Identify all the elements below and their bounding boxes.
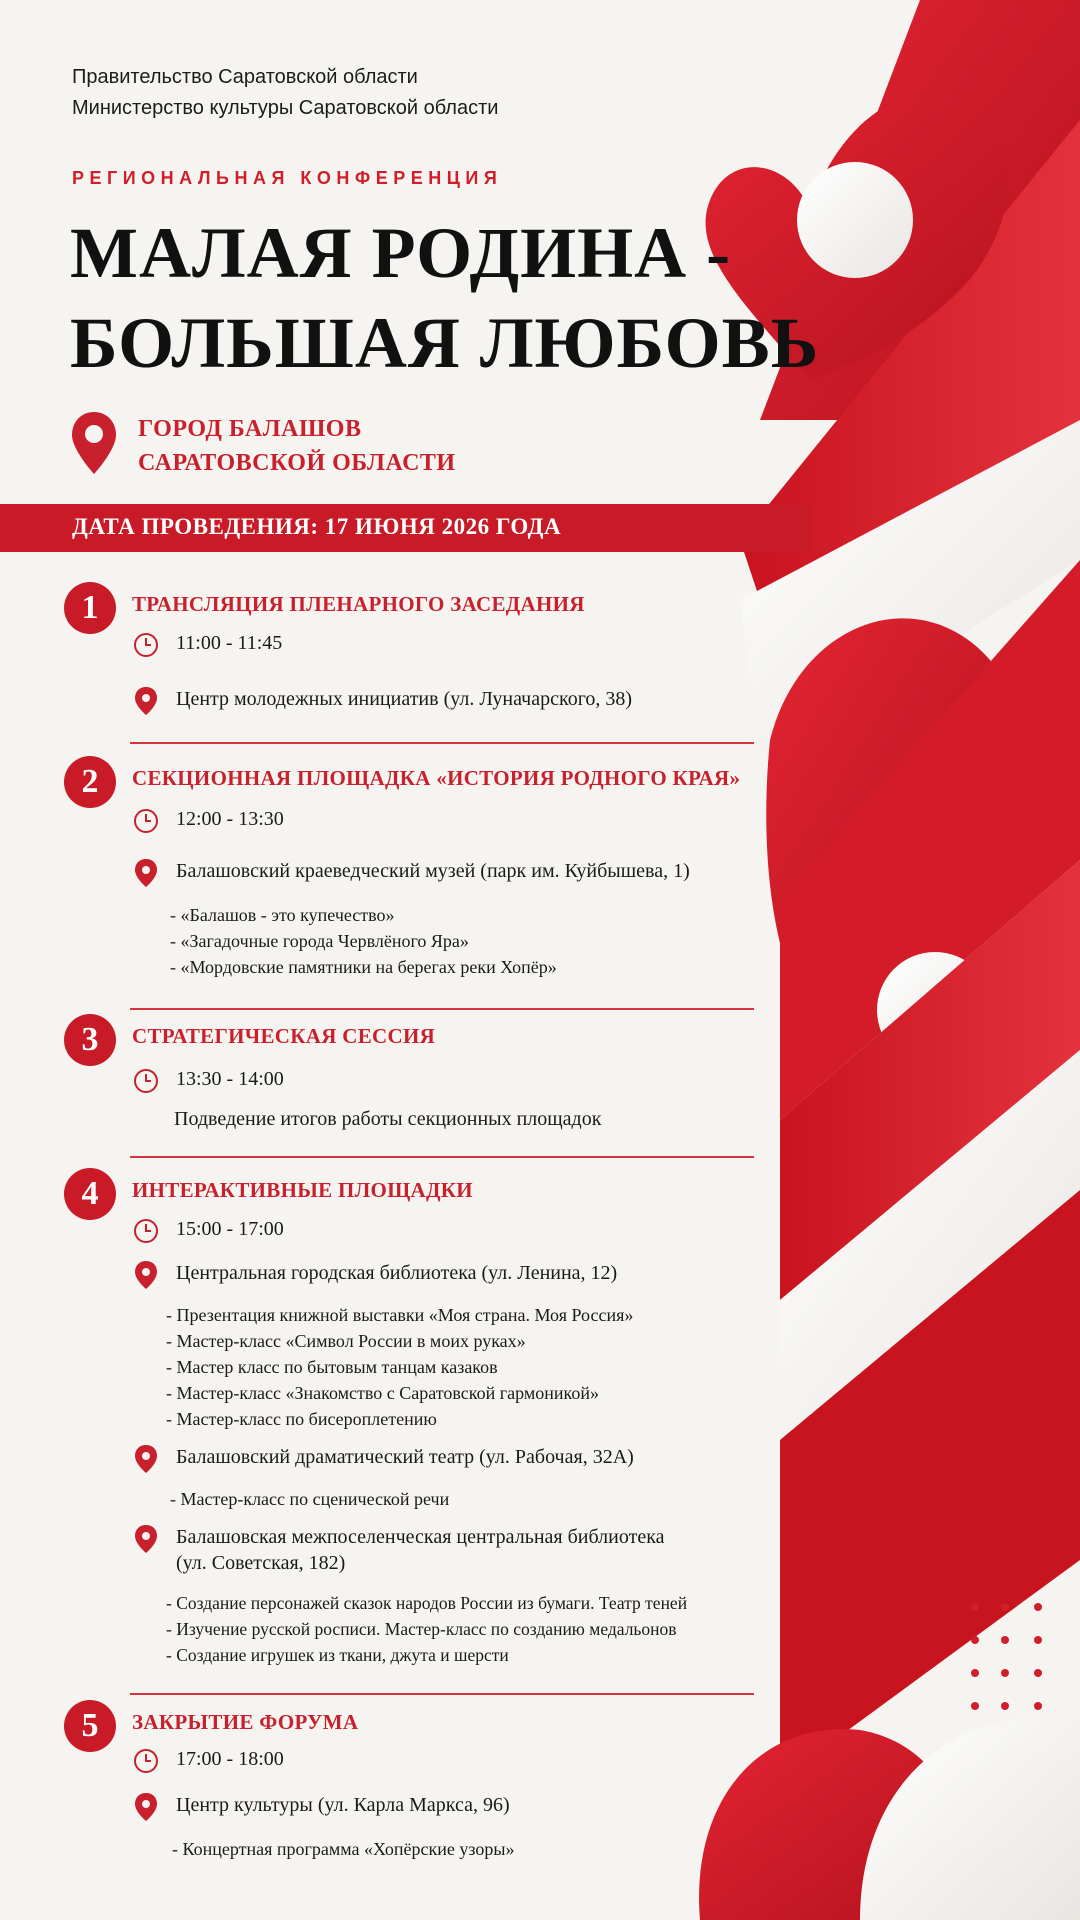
activity-list xyxy=(166,1302,633,1432)
list-item: - Мастер-класс «Символ России в моих руках» xyxy=(166,1331,526,1351)
city-region: САРАТОВСКОЙ ОБЛАСТИ xyxy=(138,450,456,476)
place-row xyxy=(132,686,632,716)
org-ministry: Министерство культуры Саратовской области xyxy=(72,97,499,119)
clock-icon xyxy=(132,1746,160,1776)
place-row xyxy=(132,1524,665,1576)
place-value: Центральная городская библиотека (ул. Ленина, 12) xyxy=(176,1262,618,1284)
location-pin-icon xyxy=(132,1444,160,1474)
organizers xyxy=(72,62,498,124)
location-pin-icon xyxy=(132,1792,160,1822)
activity-list xyxy=(170,902,557,980)
activity-list xyxy=(172,1836,514,1862)
city-name: ГОРОД БАЛАШОВ xyxy=(138,416,362,442)
org-government: Правительство Саратовской области xyxy=(72,66,418,88)
location-pin-icon xyxy=(132,1524,160,1554)
event-kicker: РЕГИОНАЛЬНАЯ КОНФЕРЕНЦИЯ xyxy=(72,168,503,188)
activity-list xyxy=(166,1590,687,1668)
time-row xyxy=(132,1216,284,1246)
location-pin-icon xyxy=(132,686,160,716)
place-row xyxy=(132,1792,510,1822)
list-item: - Мастер-класс по бисероплетению xyxy=(166,1409,437,1429)
section-number: 3 xyxy=(64,1014,116,1066)
list-item: - Мастер класс по бытовым танцам казаков xyxy=(166,1357,498,1377)
place-line-2: (ул. Советская, 182) xyxy=(176,1552,346,1574)
location-pin-icon xyxy=(70,410,118,476)
time-value: 12:00 - 13:30 xyxy=(176,808,284,830)
activity-list xyxy=(170,1486,449,1512)
place-row xyxy=(132,1260,617,1290)
clock-icon xyxy=(132,1066,160,1096)
section-number: 4 xyxy=(64,1168,116,1220)
section-title: СТРАТЕГИЧЕСКАЯ СЕССИЯ xyxy=(132,1024,436,1048)
list-item: - «Загадочные города Червлёного Яра» xyxy=(170,931,469,951)
section-title: ТРАНСЛЯЦИЯ ПЛЕНАРНОГО ЗАСЕДАНИЯ xyxy=(132,592,585,616)
time-row xyxy=(132,1066,284,1096)
place-row xyxy=(132,858,690,888)
session-note: Подведение итогов работы секционных площадок xyxy=(174,1108,602,1130)
clock-icon xyxy=(132,1216,160,1246)
location-pin-icon xyxy=(132,858,160,888)
event-date: ДАТА ПРОВЕДЕНИЯ: 17 ИЮНЯ 2026 ГОДА xyxy=(72,514,562,539)
time-value: 13:30 - 14:00 xyxy=(176,1068,284,1090)
time-row xyxy=(132,806,284,836)
title-line-2: БОЛЬШАЯ ЛЮБОВЬ xyxy=(70,303,820,383)
list-item: - Создание игрушек из ткани, джута и шерсти xyxy=(166,1645,509,1665)
time-value: 11:00 - 11:45 xyxy=(176,632,283,654)
section-divider xyxy=(130,742,754,744)
section-number: 5 xyxy=(64,1700,116,1752)
list-item: - Создание персонажей сказок народов России из бумаги. Театр теней xyxy=(166,1593,688,1613)
section-divider xyxy=(130,1693,754,1695)
section-title: ИНТЕРАКТИВНЫЕ ПЛОЩАДКИ xyxy=(132,1178,473,1202)
time-row xyxy=(132,630,282,660)
place-value: Балашовский краеведческий музей (парк им. Куйбышева, 1) xyxy=(176,860,690,882)
list-item: - Мастер-класс «Знакомство с Саратовской гармоникой» xyxy=(166,1383,599,1403)
place-value: Центр культуры (ул. Карла Маркса, 96) xyxy=(176,1794,510,1816)
clock-icon xyxy=(132,630,160,660)
time-row xyxy=(132,1746,284,1776)
clock-icon xyxy=(132,806,160,836)
page-title xyxy=(70,208,819,388)
section-title: ЗАКРЫТИЕ ФОРУМА xyxy=(132,1710,359,1734)
event-location xyxy=(70,410,456,480)
list-item: - «Мордовские памятники на берегах реки Хопёр» xyxy=(170,957,557,977)
list-item: - Презентация книжной выставки «Моя страна. Моя Россия» xyxy=(166,1305,634,1325)
location-pin-icon xyxy=(132,1260,160,1290)
date-banner xyxy=(0,504,812,552)
time-value: 17:00 - 18:00 xyxy=(176,1748,284,1770)
place-value: Центр молодежных инициатив (ул. Луначарского, 38) xyxy=(176,688,633,710)
place-value xyxy=(176,1524,665,1576)
list-item: - Изучение русской росписи. Мастер-класс по созданию медальонов xyxy=(166,1619,677,1639)
section-number: 2 xyxy=(64,756,116,808)
section-divider xyxy=(130,1008,754,1010)
section-divider xyxy=(130,1156,754,1158)
time-value: 15:00 - 17:00 xyxy=(176,1218,284,1240)
place-line-1: Балашовская межпоселенческая центральная библиотека xyxy=(176,1526,665,1548)
place-value: Балашовский драматический театр (ул. Рабочая, 32А) xyxy=(176,1446,634,1468)
list-item: - Мастер-класс по сценической речи xyxy=(170,1489,450,1509)
section-title: СЕКЦИОННАЯ ПЛОЩАДКА «ИСТОРИЯ РОДНОГО КРАЯ» xyxy=(132,766,741,790)
list-item: - «Балашов - это купечество» xyxy=(170,905,395,925)
section-number: 1 xyxy=(64,582,116,634)
place-row xyxy=(132,1444,634,1474)
list-item: - Концертная программа «Хопёрские узоры» xyxy=(172,1839,515,1859)
title-line-1: МАЛАЯ РОДИНА - xyxy=(70,213,732,293)
